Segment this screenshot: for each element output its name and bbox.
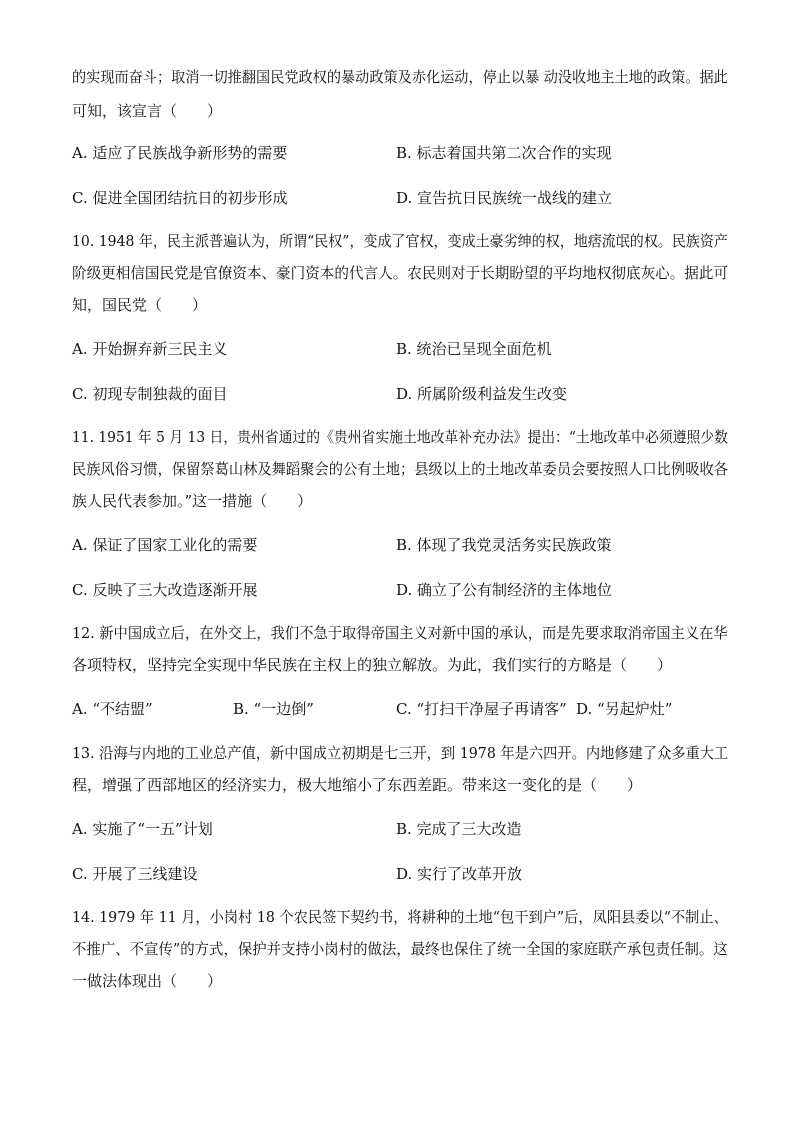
q9-stem-line-1: 的实现而奋斗；取消一切推翻国民党政权的暴动政策及赤化运动，停止以暴 动没收地主土地的政策。据此	[72, 68, 728, 86]
q14-stem-line-2: 不推广、不宣传”的方式，保护并支持小岗村的做法，最终也保住了统一全国的家庭联产承包责任制。这	[72, 940, 728, 958]
q12-stem-line-1: 12. 新中国成立后，在外交上，我们不急于取得帝国主义对新中国的承认，而是先要求取消帝国主义在华	[72, 624, 728, 642]
q13-option-c: C. 开展了三线建设	[72, 865, 198, 883]
q9-stem-line-2: 可知，该宣言（ ）	[72, 102, 223, 120]
q13-option-d: D. 实行了改革开放	[396, 865, 523, 883]
q12-option-a: A. “不结盟”	[72, 700, 153, 718]
q13-option-b: B. 完成了三大改造	[396, 820, 522, 838]
q14-stem-line-3: 一做法体现出（ ）	[72, 972, 223, 990]
q10-option-b: B. 统治已呈现全面危机	[396, 340, 552, 358]
q10-stem-line-2: 阶级更相信国民党是官僚资本、豪门资本的代言人。农民则对于长期盼望的平均地权彻底灰心。据此可	[72, 264, 729, 282]
q11-stem-line-1: 11. 1951 年 5 月 13 日，贵州省通过的《贵州省实施土地改革补充办法》提出：“土地改革中必须遵照少数	[72, 428, 728, 446]
q11-stem-line-2: 民族风俗习惯，保留祭葛山林及舞蹈聚会的公有土地；县级以上的土地改革委员会要按照人口比例吸收各	[72, 460, 728, 478]
q11-option-a: A. 保证了国家工业化的需要	[72, 536, 258, 554]
q13-option-a: A. 实施了“一五”计划	[72, 820, 213, 838]
q13-stem-line-2: 程，增强了西部地区的经济实力，极大地缩小了东西差距。带来这一变化的是（ ）	[72, 776, 643, 794]
q9-option-d: D. 宣告抗日民族统一战线的建立	[396, 189, 613, 207]
q11-option-b: B. 体现了我党灵活务实民族政策	[396, 536, 612, 554]
q10-option-a: A. 开始摒弃新三民主义	[72, 340, 228, 358]
q12-option-c: C. “打扫干净屋子再请客”	[396, 700, 567, 718]
q13-stem-line-1: 13. 沿海与内地的工业总产值，新中国成立初期是七三开，到 1978 年是六四开。内地修建了众多重大工	[72, 744, 729, 762]
q11-option-d: D. 确立了公有制经济的主体地位	[396, 581, 613, 599]
q12-option-b: B. “一边倒”	[233, 700, 314, 718]
q12-option-d: D. “另起炉灶”	[576, 700, 673, 718]
q10-stem-line-3: 知，国民党（ ）	[72, 296, 208, 314]
q9-option-b: B. 标志着国共第二次合作的实现	[396, 144, 612, 162]
q11-option-c: C. 反映了三大改造逐渐开展	[72, 581, 258, 599]
q10-option-c: C. 初现专制独裁的面目	[72, 385, 228, 403]
q9-option-c: C. 促进全国团结抗日的初步形成	[72, 189, 288, 207]
q9-option-a: A. 适应了民族战争新形势的需要	[72, 144, 288, 162]
q10-stem-line-1: 10. 1948 年，民主派普遍认为，所谓“民权”，变成了官权，变成土豪劣绅的权，地痞流氓的权。民族资产	[72, 232, 728, 250]
q14-stem-line-1: 14. 1979 年 11 月，小岗村 18 个农民签下契约书，将耕种的土地“包干到户”后，凤阳县委以“不制止、	[72, 908, 728, 926]
q10-option-d: D. 所属阶级利益发生改变	[396, 385, 568, 403]
q11-stem-line-3: 族人民代表参加。”这一措施（ ）	[72, 492, 313, 510]
q12-stem-line-2: 各项特权，坚持完全实现中华民族在主权上的独立解放。为此，我们实行的方略是（ ）	[72, 656, 673, 674]
